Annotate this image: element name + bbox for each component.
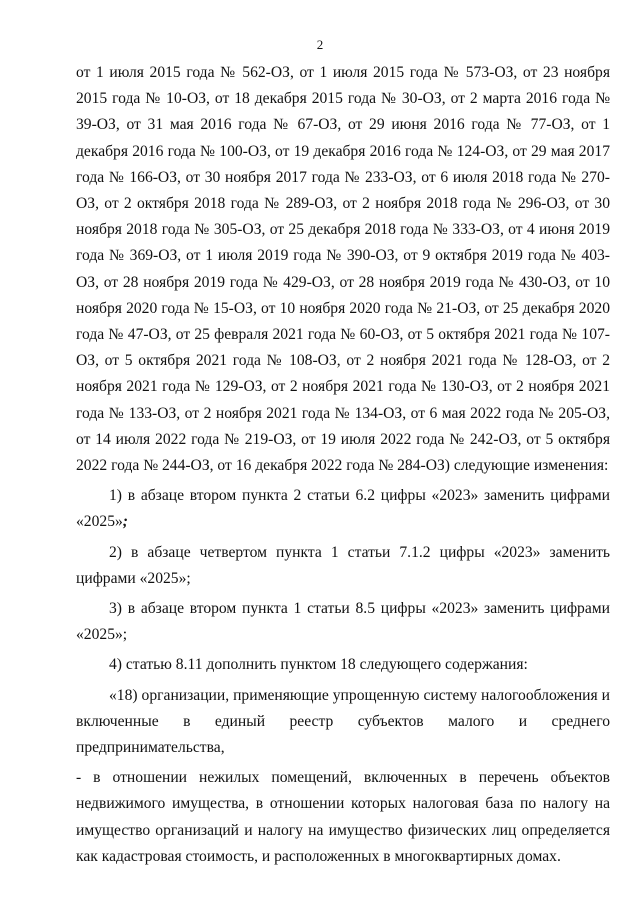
- amendment-item-1-text: 1) в абзаце втором пункта 2 статьи 6.2 цифры «2023» заменить цифрами «2025»: [76, 487, 610, 531]
- amendment-item-2: 2) в абзаце четвертом пункта 1 статьи 7.1.2 цифры «2023» заменить цифрами «2025»;: [76, 543, 610, 587]
- document-body: [76, 60, 610, 870]
- amendment-item-1: [76, 483, 610, 535]
- amendment-item-3: 3) в абзаце втором пункта 1 статьи 8.5 цифры «2023» заменить цифрами «2025»;: [76, 600, 610, 644]
- intro-paragraph: от 1 июля 2015 года № 562-ОЗ, от 1 июля 2015 года № 573-ОЗ, от 23 ноября 2015 года № 10-ОЗ, от 18 декабря 2015 года № 30-ОЗ, от 2 марта 2016 года № 39-ОЗ, от 31 мая 2016 года № 67-ОЗ, от 29 июня 2016 года № 77-ОЗ, от 1 декабря 2016 года № 100-ОЗ, от 19 декабря 2016 года № 124-ОЗ, от 29 мая 2017 года № 166-ОЗ, от 30 ноября 2017 года № 233-ОЗ, от 6 июля 2018 года № 270-ОЗ, от 2 октября 2018 года № 289-ОЗ, от 2 ноября 2018 года № 296-ОЗ, от 30 ноября 2018 года № 305-ОЗ, от 25 декабря 2018 года № 333-ОЗ, от 4 июня 2019 года № 369-ОЗ, от 1 июля 2019 года № 390-ОЗ, от 9 октября 2019 года № 403-ОЗ, от 28 ноября 2019 года № 429-ОЗ, от 28 ноября 2019 года № 430-ОЗ, от 10 ноября 2020 года № 15-ОЗ, от 10 ноября 2020 года № 21-ОЗ, от 25 декабря 2020 года № 47-ОЗ, от 25 февраля 2021 года № 60-ОЗ, от 5 октября 2021 года № 107-ОЗ, от 5 октября 2021 года № 108-ОЗ, от 2 ноября 2021 года № 128-ОЗ, от 2 ноября 2021 года № 129-ОЗ, от 2 ноября 2021 года № 130-ОЗ, от 2 ноября 2021 года № 133-ОЗ, от 2 ноября 2021 года № 134-ОЗ, от 6 мая 2022 года № 205-ОЗ, от 14 июля 2022 года № 219-ОЗ, от 19 июля 2022 года № 242-ОЗ, от 5 октября 2022 года № 244-ОЗ, от 16 декабря 2022 года № 284-ОЗ) следующие изменения:: [76, 64, 610, 475]
- amendment-item-4: 4) статью 8.11 дополнить пунктом 18 следующего содержания:: [109, 656, 528, 674]
- clause-18-paragraph: «18) организации, применяющие упрощенную систему налогообложения и включенные в единый реестр субъектов малого и среднего предпринимательства,: [76, 686, 610, 757]
- clause-18-continuation: - в отношении нежилых помещений, включенных в перечень объектов недвижимого имущества, в отношении которых налоговая база по налогу на имущество организаций и налогу на имущество физических лиц определяется как кадастровая стоимость, и расположенных в многоквартирных домах.: [76, 769, 610, 865]
- page-number: 2: [316, 37, 324, 52]
- amendment-item-1-end: ;: [122, 513, 128, 531]
